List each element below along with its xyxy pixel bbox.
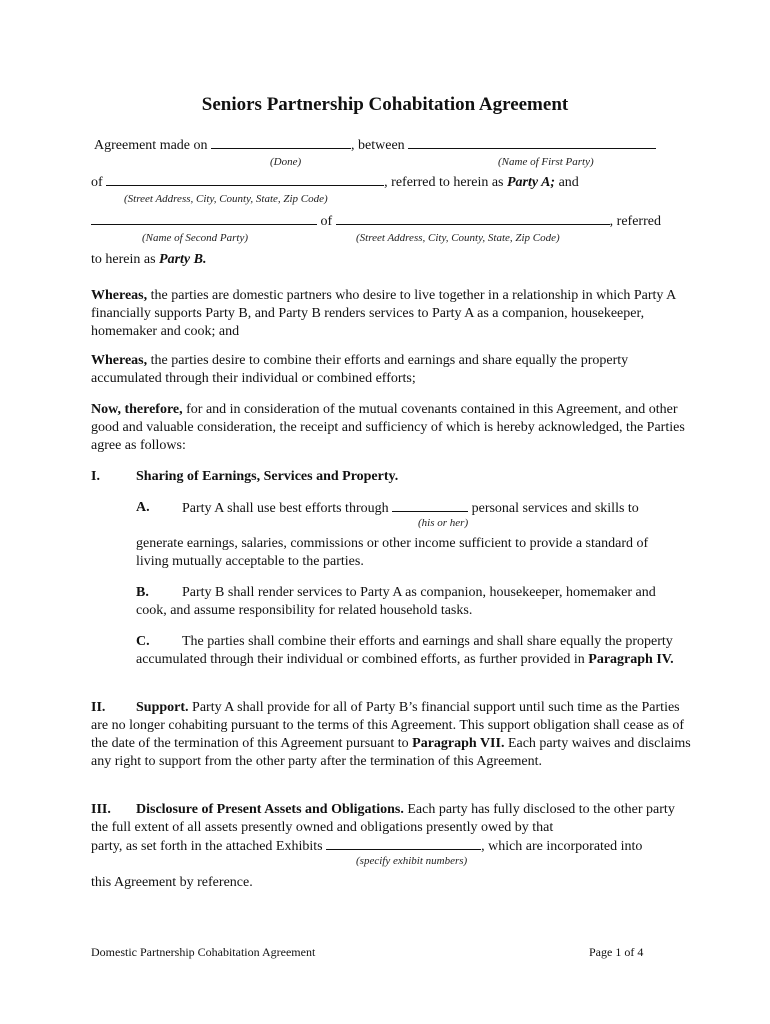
exhibit-caption: (specify exhibit numbers) [356, 855, 468, 867]
item-1a-line: Party A shall use best efforts through personal services and skills to [182, 501, 639, 516]
item-1b-label: B. [136, 585, 149, 600]
section-2-number: II. [91, 700, 106, 715]
item-1b-text: Party B shall render services to Party A as companion, housekeeper, homemaker and cook, and assume responsibility for related household tasks. [136, 585, 656, 618]
exhibit-numbers-blank[interactable] [326, 837, 481, 850]
whereas-2: Whereas, the parties desire to combine their efforts and earnings and share equally the property accumulated through their individual or combined efforts; [91, 353, 629, 386]
agreement-made-line: Agreement made on , between [94, 136, 656, 155]
date-blank[interactable] [211, 136, 351, 149]
section-2-text: Support. Party A shall provide for all of Party B’s financial support until such time as the Parties are no longer cohabiting pursuant to the terms of this Agreement. This support obligation shall cease as of the date of the termination of this Agreement pursuant to Paragraph VII. Each party waives and disclaims any right to support from the other party after the termination of this Agreement. [91, 700, 691, 769]
date-caption: (Done) [270, 156, 302, 168]
whereas-1: Whereas, the parties are domestic partners who desire to live together in a relationship in which Party A financially supports Party B, and Party B renders services to Party A as a companion, housekeeper, homemaker and cook; and [91, 288, 676, 339]
second-party-name-blank[interactable] [91, 212, 317, 225]
item-1c-text: The parties shall combine their efforts and earnings and shall share equally the property accumulated through their individual or combined efforts, as further provided in Paragraph IV. [136, 634, 674, 667]
item-1a-label: A. [136, 500, 150, 515]
footer-title: Domestic Partnership Cohabitation Agreement [91, 945, 316, 959]
section-1-heading: I. [91, 469, 100, 484]
address-line-a: of , referred to herein as Party A; and [91, 175, 579, 190]
second-party-address-blank[interactable] [336, 212, 610, 225]
page-number: Page 1 of 4 [589, 945, 644, 959]
section-3-number: III. [91, 802, 111, 817]
to-herein-line: to herein as Party B. [91, 252, 207, 267]
section-3-text: Disclosure of Present Assets and Obligations. Each party has fully disclosed to the other party the full extent of all assets presently owned and obligations presently owed by that [91, 802, 675, 835]
second-party-line: of , referred [91, 212, 661, 231]
first-party-address-blank[interactable] [106, 173, 384, 186]
section-3-end: this Agreement by reference. [91, 875, 253, 890]
second-party-caption: (Name of Second Party) [142, 232, 248, 244]
section-3-exhibits-line: party, as set forth in the attached Exhibits , which are incorporated into [91, 839, 643, 854]
section-1-title: Sharing of Earnings, Services and Property. [136, 469, 399, 484]
document-title: Seniors Partnership Cohabitation Agreement [201, 94, 569, 115]
first-party-caption: (Name of First Party) [498, 156, 594, 168]
now-therefore: Now, therefore, for and in consideration of the mutual covenants contained in this Agreement, and other good and valuable consideration, the receipt and sufficiency of which is hereby acknowledged, the Parties agree as follows: [91, 402, 685, 453]
first-party-name-blank[interactable] [408, 136, 656, 149]
item-1c-label: C. [136, 634, 150, 649]
address-caption-b: (Street Address, City, County, State, Zip Code) [356, 232, 560, 244]
address-caption-a: (Street Address, City, County, State, Zip Code) [124, 193, 328, 205]
item-1a-continued: generate earnings, salaries, commissions or other income sufficient to provide a standard of living mutually acceptable to the parties. [136, 536, 649, 569]
his-or-her-blank[interactable] [392, 499, 468, 512]
his-or-her-caption: (his or her) [418, 517, 469, 529]
